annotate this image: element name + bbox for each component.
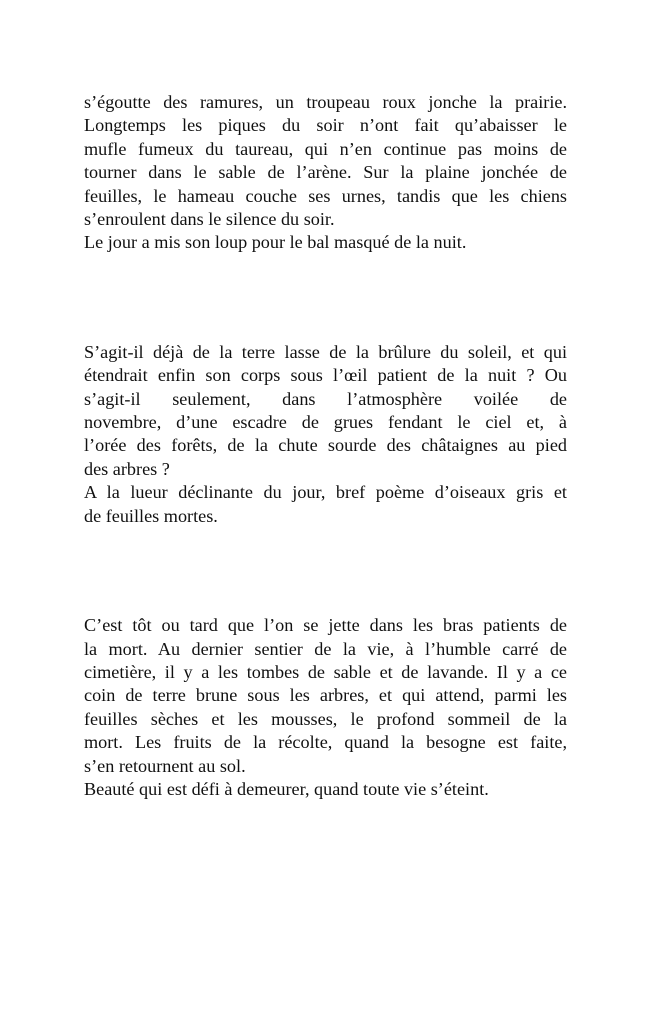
text-line: s’enroulent dans le silence du soir. [84, 209, 335, 230]
text-line: C’est tôt ou tard que l’on se jette dans les bras patients de [84, 615, 567, 636]
text-line: A la lueur déclinante du jour, bref poème d’oiseaux gris et [84, 482, 567, 503]
text-line: s’égoutte des ramures, un troupeau roux jonche la prairie. [84, 92, 567, 112]
text-line: novembre, d’une escadre de grues fendant le ciel et, à [84, 412, 567, 433]
text-line: s’en retournent au sol. [84, 755, 246, 776]
text-line: mort. Les fruits de la récolte, quand la besogne est faite, [84, 732, 567, 753]
text-line: cimetière, il y a les tombes de sable et de lavande. Il y a ce [84, 661, 567, 682]
paragraph-section-1 [84, 91, 567, 255]
text-line: feuilles sèches et les mousses, le profond sommeil de la [84, 708, 567, 729]
text-line: feuilles, le hameau couche ses urnes, tandis que les chiens [84, 185, 567, 206]
text-line: S’agit-il déjà de la terre lasse de la brûlure du soleil, et qui [84, 341, 567, 362]
text-line: Beauté qui est défi à demeurer, quand toute vie s’éteint. [84, 778, 489, 799]
section-spacer [84, 528, 567, 614]
section-spacer [84, 255, 567, 341]
text-line: l’orée des forêts, de la chute sourde des châtaignes au pied [84, 435, 567, 456]
text-line: tourner dans le sable de l’arène. Sur la plaine jonchée de [84, 162, 567, 183]
text-line: des arbres ? [84, 458, 170, 479]
text-line: Longtemps les piques du soir n’ont fait qu’abaisser le [84, 115, 567, 136]
text-line: de feuilles mortes. [84, 505, 218, 526]
text-line: la mort. Au dernier sentier de la vie, à l’humble carré de [84, 638, 567, 659]
text-line: coin de terre brune sous les arbres, et qui attend, parmi les [84, 685, 567, 706]
paragraph-section-2 [84, 341, 567, 528]
text-line: étendrait enfin son corps sous l’œil patient de la nuit ? Ou [84, 365, 567, 386]
paragraph-section-3 [84, 614, 567, 801]
document-page [84, 91, 567, 801]
text-line: s’agit-il seulement, dans l’atmosphère voilée de [84, 388, 567, 409]
text-line: mufle fumeux du taureau, qui n’en continue pas moins de [84, 138, 567, 159]
text-line: Le jour a mis son loup pour le bal masqué de la nuit. [84, 232, 467, 253]
